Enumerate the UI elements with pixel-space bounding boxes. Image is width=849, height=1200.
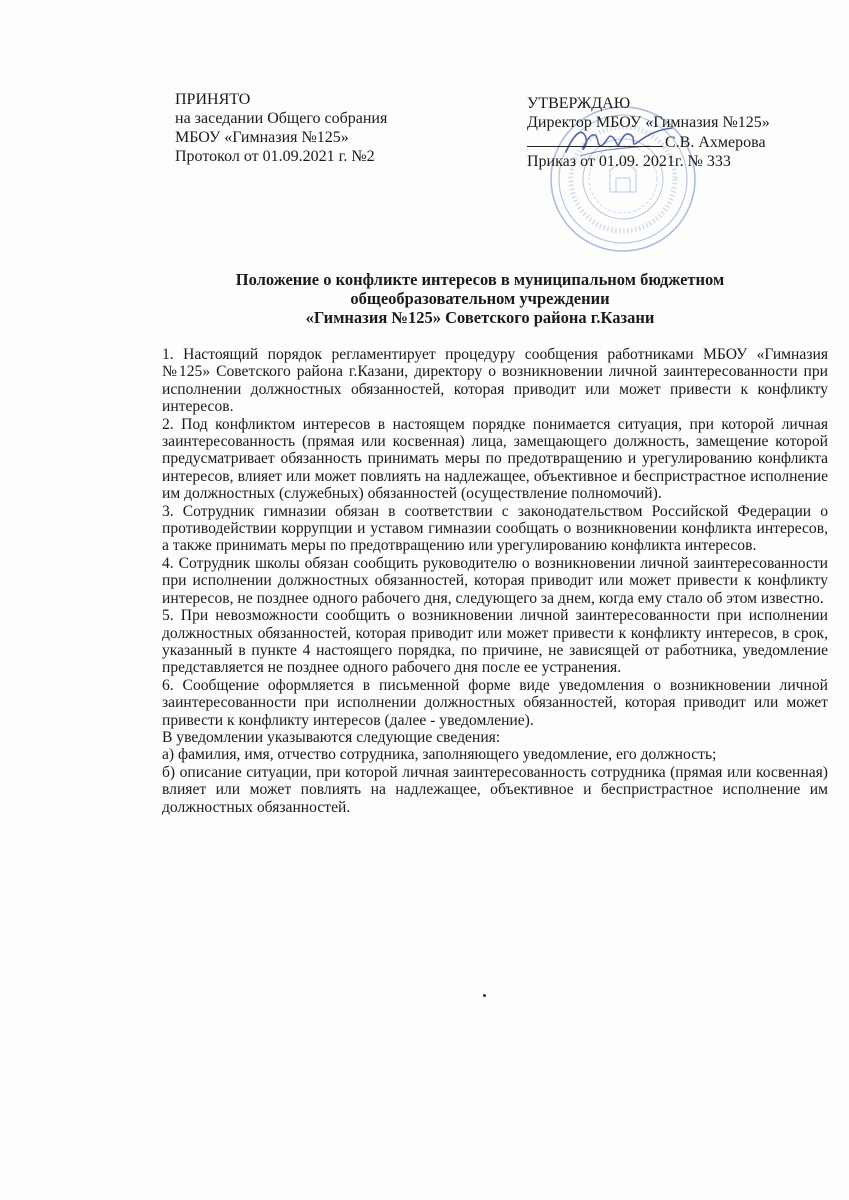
approved-label: УТВЕРЖДАЮ: [527, 95, 631, 112]
paragraph-6: 6. Сообщение оформляется в письменной форме виде уведомления о возникновении личной заинтересованности при исполнении должностных обязанностей, которая приводит или может привести к конфликту интересов (далее - уведомление).: [162, 676, 828, 729]
approved-line-1: Директор МБОУ «Гимназия №125»: [527, 114, 770, 131]
approved-signer-line: [527, 132, 827, 152]
paragraph-8: а) фамилия, имя, отчество сотрудника, заполняющего уведомление, его должность;: [162, 746, 717, 764]
approved-block: [527, 94, 827, 171]
paragraph-3: 3. Сотрудник гимназии обязан в соответствии с законодательством Российской Федерации о противодействии коррупции и уставом гимназии сообщать о возникновении конфликта интересов, а также принимать меры по предотвращению или урегулированию конфликта интересов.: [162, 502, 828, 555]
document-title: [200, 270, 760, 327]
approved-line-3: Приказ от 01.09. 2021г. № 333: [527, 153, 731, 170]
accepted-label: ПРИНЯТО: [175, 91, 251, 108]
title-line-3: «Гимназия №125» Советского района г.Казани: [305, 308, 655, 327]
paragraph-5: 5. При невозможности сообщить о возникновении личной заинтересованности при исполнении должностных обязанностей, которая приводит или может привести к конфликту интересов, в срок, указанный в пункте 4 настоящего порядка, по причине, не зависящей от работника, уведомление представляется не позднее одного рабочего дня после ее устранения.: [162, 607, 828, 677]
accepted-line-1: на заседании Общего собрания: [175, 110, 388, 127]
paragraph-9: б) описание ситуации, при которой личная заинтересованность сотрудника (прямая или косвенная) влияет или может повлиять на надлежащее, объективное и беспристрастное исполнение им должностных обязанностей.: [162, 763, 828, 816]
paragraph-7: В уведомлении указываются следующие сведения:: [162, 728, 501, 746]
title-line-2: общеобразовательном учреждении: [350, 289, 610, 308]
signature-underline: [527, 132, 663, 147]
approved-signer: С.В. Ахмерова: [665, 134, 766, 151]
document-body: [162, 346, 828, 816]
title-line-1: Положение о конфликте интересов в муниципальном бюджетном: [235, 270, 725, 289]
paragraph-1: 1. Настоящий порядок регламентирует процедуру сообщения работниками МБОУ «Гимназия №125» Советского района г.Казани, директору о возникновении личной заинтересованности при исполнении должностных обязанностей, которая приводит или может привести к конфликту интересов.: [162, 346, 828, 416]
accepted-line-2: МБОУ «Гимназия №125»: [175, 129, 349, 146]
paragraph-2: 2. Под конфликтом интересов в настоящем порядке понимается ситуация, при которой личная заинтересованность (прямая или косвенная) лица, замещающего должность, замещение которой предусматривает обязанность принимать меры по предотвращению и урегулированию конфликта интересов, влияет или может повлиять на надлежащее, объективное и беспристрастное исполнение им должностных (служебных) обязанностей (осуществление полномочий).: [162, 415, 828, 503]
scan-speck: [483, 994, 486, 997]
accepted-line-3: Протокол от 01.09.2021 г. №2: [175, 148, 375, 165]
accepted-block: [175, 90, 475, 166]
paragraph-4: 4. Сотрудник школы обязан сообщить руководителю о возникновении личной заинтересованности при исполнении должностных обязанностей, которая приводит или может привести к конфликту интересов, не позднее одного рабочего дня, следующего за днем, когда ему стало об этом известно.: [162, 554, 828, 607]
